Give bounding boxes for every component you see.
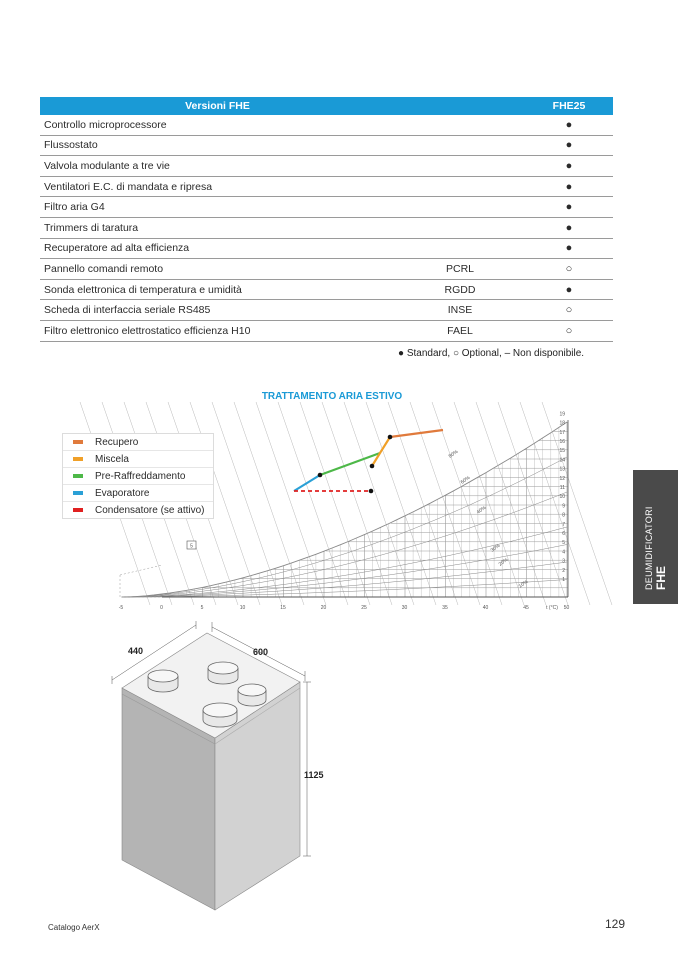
x-tick-label: 35 xyxy=(442,605,448,611)
legend-item-preraffreddamento: Pre-Raffreddamento xyxy=(63,468,213,485)
y-tick-label: 11 xyxy=(559,485,565,491)
duct-2 xyxy=(208,662,238,684)
y-tick-label: 8 xyxy=(562,512,565,519)
row-mark: ● xyxy=(525,279,613,300)
page-number: 129 xyxy=(605,917,626,931)
row-label: Trimmers di taratura xyxy=(40,217,395,238)
x-tick-label: 0 xyxy=(160,605,163,611)
row-label: Scheda di interfaccia seriale RS485 xyxy=(40,300,395,321)
y-tick-label: 19 xyxy=(559,411,565,418)
duct-3 xyxy=(238,684,266,706)
x-tick-label: 15 xyxy=(280,605,286,611)
y-tick-label: 6 xyxy=(562,531,565,537)
header-model: FHE25 xyxy=(525,97,613,115)
y-tick-label: 12 xyxy=(559,475,565,482)
y-tick-label: 17 xyxy=(559,429,565,436)
legend-item-condensatore: Condensatore (se attivo) xyxy=(63,502,213,518)
y-tick-label: 1 xyxy=(562,577,565,583)
row-label: Pannello comandi remoto xyxy=(40,259,395,280)
row-code: FAEL xyxy=(395,320,525,341)
row-mark: ● xyxy=(525,135,613,156)
rh-label: 60% xyxy=(459,474,472,486)
y-tick-label: 5 xyxy=(562,540,565,547)
y-tick-label: 15 xyxy=(559,448,565,455)
legend-item-recupero: Recupero xyxy=(63,434,213,451)
y-tick-label: 4 xyxy=(562,549,565,556)
row-mark: ● xyxy=(525,176,613,197)
section-side-tab xyxy=(633,470,678,604)
row-code: INSE xyxy=(395,300,525,321)
duct-4 xyxy=(203,703,237,727)
x-tick-label: 50 xyxy=(563,605,570,611)
y-tick-label: 3 xyxy=(562,558,565,565)
x-tick-label: 30 xyxy=(401,605,408,611)
rh-label: 80% xyxy=(447,448,460,460)
y-tick-label: 7 xyxy=(562,521,565,528)
sidetab-category: DEUMIDIFICATORI xyxy=(643,506,654,590)
row-mark: ○ xyxy=(525,259,613,280)
y-tick-label: 10 xyxy=(559,494,565,501)
duct-1 xyxy=(148,670,178,692)
y-tick-label: 18 xyxy=(559,420,565,427)
legend-item-evaporatore: Evaporatore xyxy=(63,485,213,502)
row-mark: ○ xyxy=(525,300,613,321)
row-label: Valvola modulante a tre vie xyxy=(40,156,395,177)
row-label: Sonda elettronica di temperatura e umidità xyxy=(40,279,395,300)
row-mark: ● xyxy=(525,238,613,259)
header-versions: Versioni FHE xyxy=(40,97,395,115)
table-legend: ● Standard, ○ Optional, – Non disponibile. xyxy=(398,348,585,359)
row-label: Recuperatore ad alta efficienza xyxy=(40,238,395,259)
row-code: RGDD xyxy=(395,279,525,300)
row-mark: ● xyxy=(525,217,613,238)
dimension-height: 1125 xyxy=(304,770,324,780)
sidetab-product: FHE xyxy=(653,566,668,590)
footer-catalog: Catalogo AerX xyxy=(48,923,100,932)
y-tick-label: 14 xyxy=(559,457,565,464)
y-tick-label: 16 xyxy=(559,439,565,445)
row-mark: ● xyxy=(525,197,613,218)
y-tick-label: 9 xyxy=(562,503,565,510)
x-tick-label: 25 xyxy=(361,605,367,611)
x-unit-label: t (°C) xyxy=(546,605,558,611)
rh-label: 20% xyxy=(497,556,510,568)
rh-label: 10% xyxy=(517,578,530,590)
row-label: Ventilatori E.C. di mandata e ripresa xyxy=(40,176,395,197)
box-label: 5 xyxy=(190,543,193,550)
row-mark: ○ xyxy=(525,320,613,341)
dimension-width: 440 xyxy=(128,646,144,656)
chart-title: TRATTAMENTO ARIA ESTIVO xyxy=(261,391,403,402)
x-tick-label: 20 xyxy=(320,605,327,611)
x-tick-label: -5 xyxy=(118,605,124,611)
row-label: Filtro elettronico elettrostatico efficienza H10 xyxy=(40,320,395,341)
x-tick-label: 10 xyxy=(239,605,246,611)
row-code: PCRL xyxy=(395,259,525,280)
y-tick-label: 13 xyxy=(559,466,565,473)
rh-label: 40% xyxy=(475,504,488,516)
row-label: Controllo microprocessore xyxy=(40,115,395,135)
y-tick-label: 2 xyxy=(562,567,565,574)
dimension-depth: 600 xyxy=(253,647,269,657)
row-mark: ● xyxy=(525,115,613,135)
rh-label: 30% xyxy=(489,542,502,554)
legend-item-miscela: Miscela xyxy=(63,451,213,468)
row-label: Flussostato xyxy=(40,135,395,156)
row-mark: ● xyxy=(525,156,613,177)
row-label: Filtro aria G4 xyxy=(40,197,395,218)
x-tick-label: 45 xyxy=(523,605,529,611)
x-tick-label: 40 xyxy=(482,605,489,611)
x-tick-label: 5 xyxy=(200,605,204,611)
